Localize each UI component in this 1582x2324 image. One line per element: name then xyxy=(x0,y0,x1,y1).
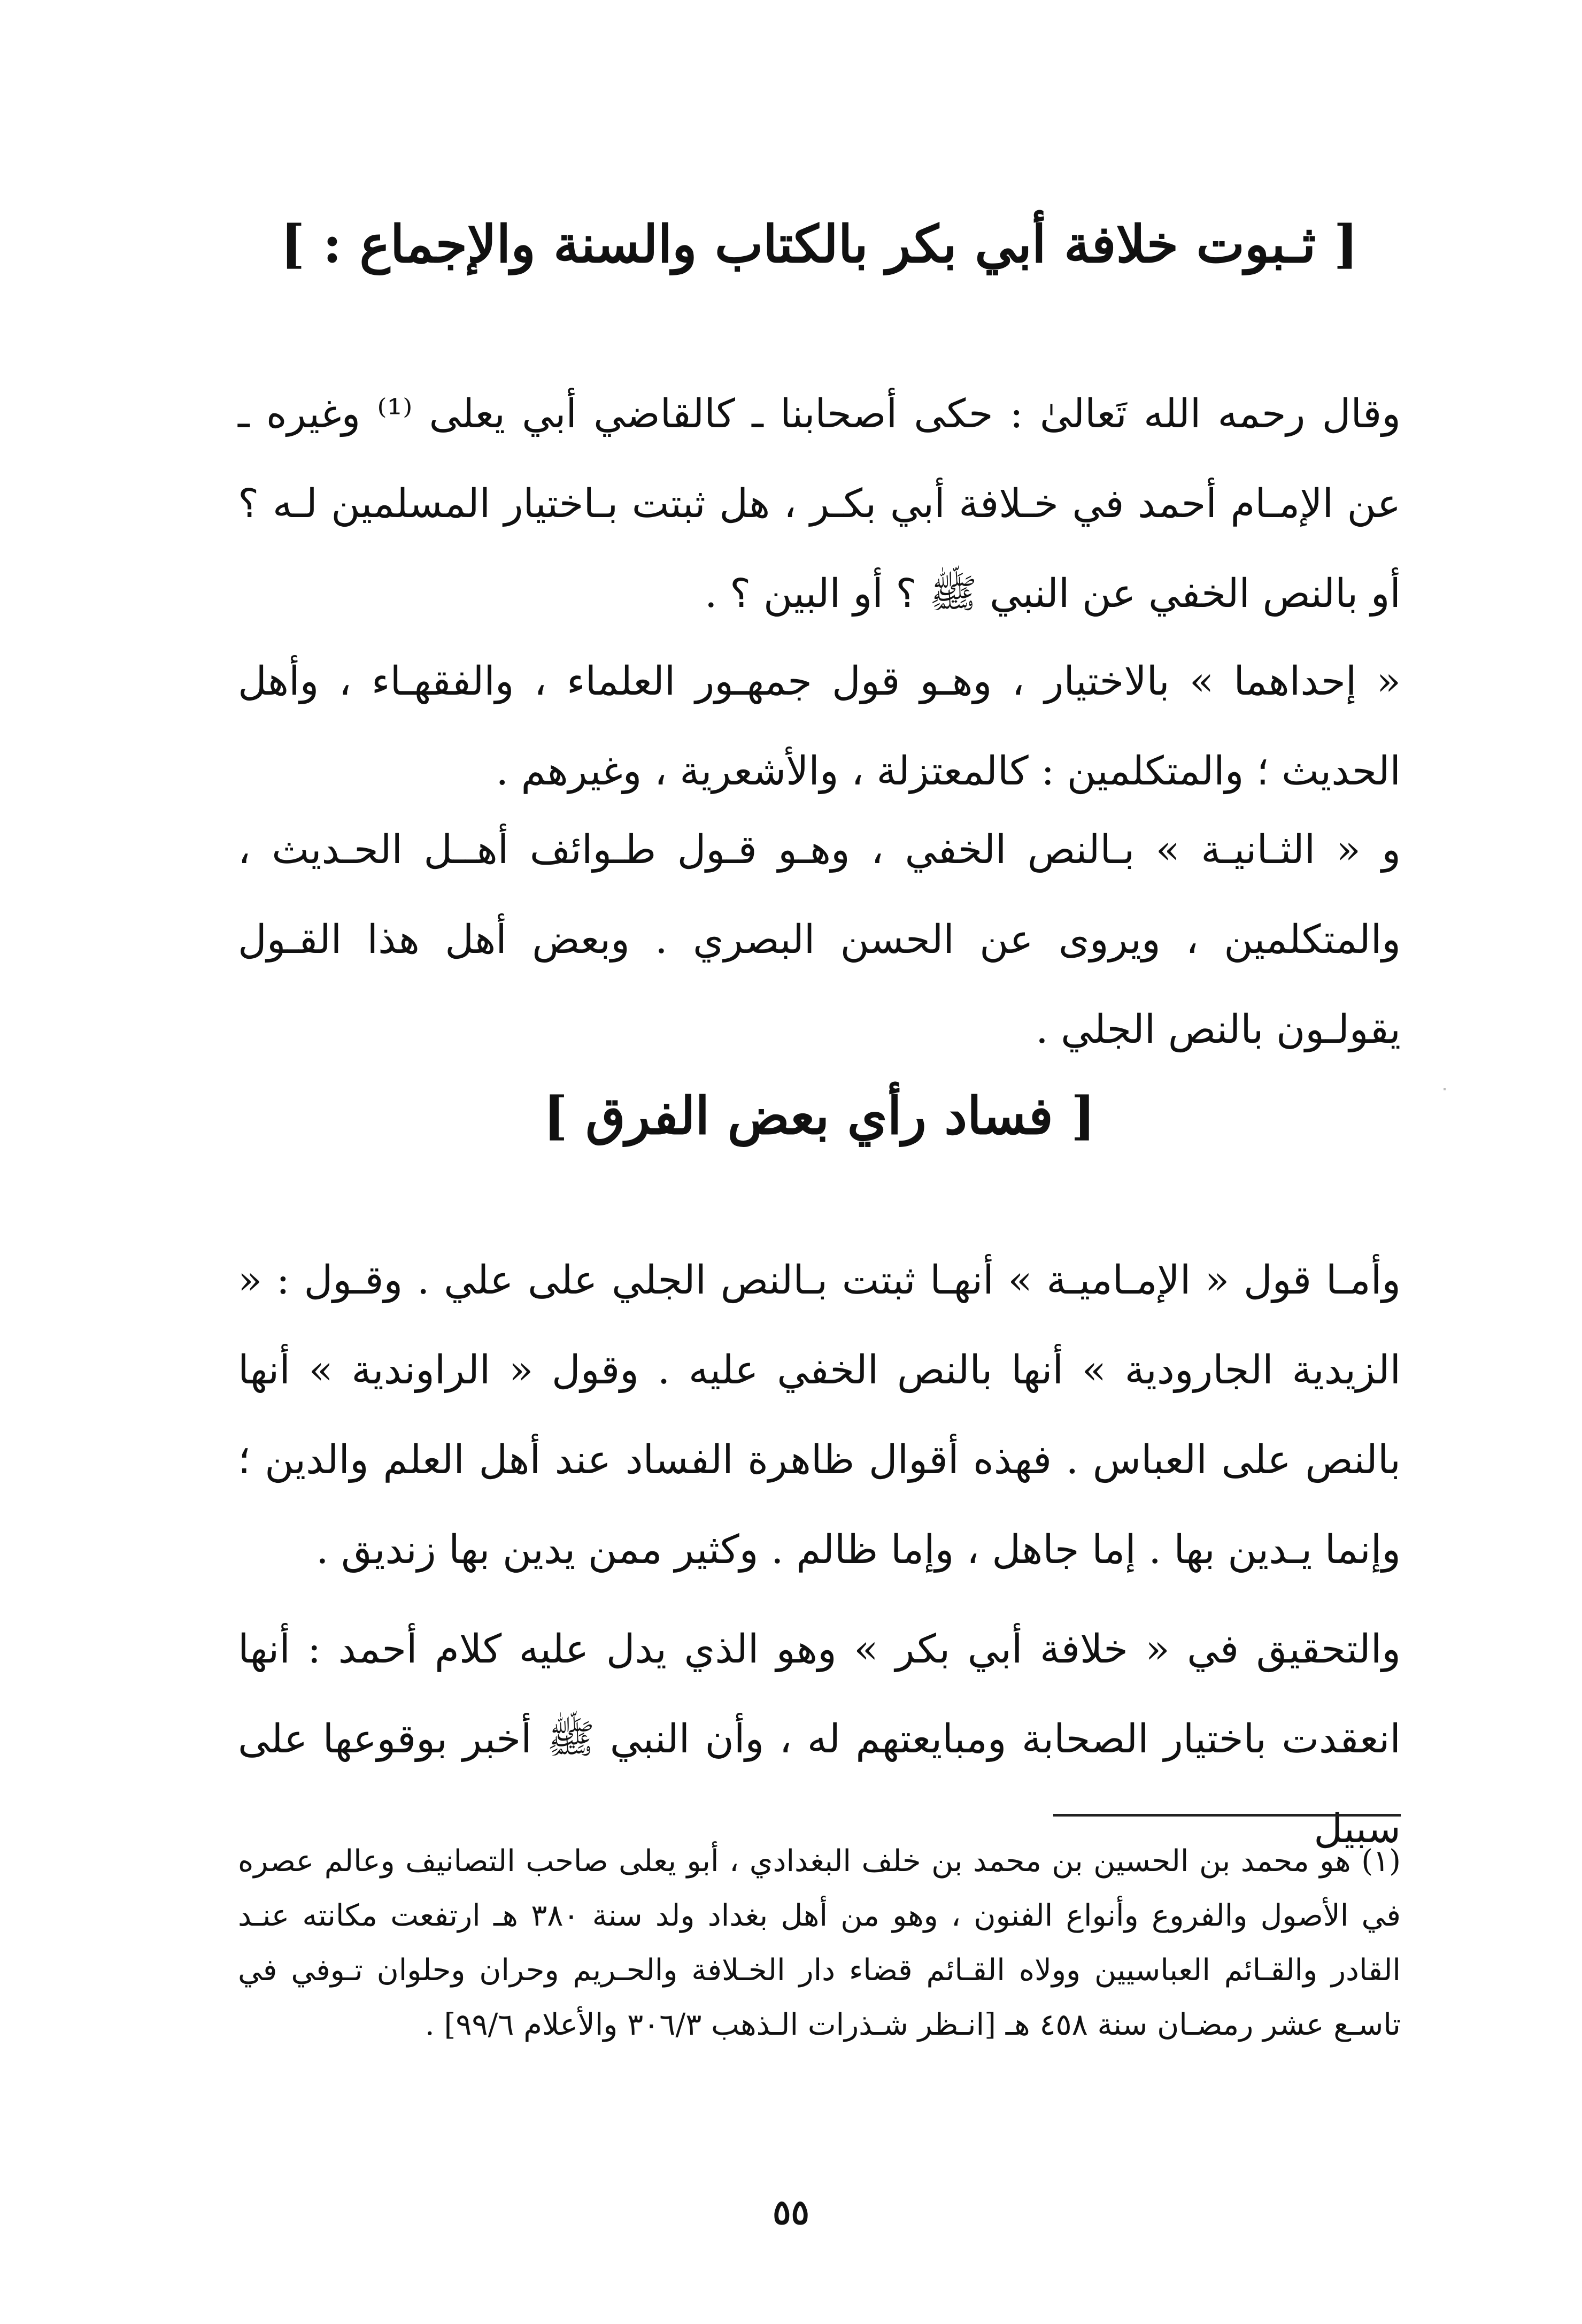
footnote-separator xyxy=(1053,1814,1401,1817)
paragraph-4: وأمـا قول « الإمـاميـة » أنهـا ثبتت بـالنص الجلي على علي . وقـول : « الزيدية الجارودية » أنها بالنص الخفي عليه . وقول « الراوندية » أنها بالنص على العباس . فهذه أقوال ظاهرة الفساد عند أهل العلم والدين ؛ وإنما يـدين بها . إما جاهل ، وإما ظالم . وكثير ممن يدين بها زنديق . xyxy=(238,1257,1401,1573)
body-block-5 xyxy=(238,1604,1401,1874)
section-heading-2: [ فساد رأي بعض الفرق ] xyxy=(543,1086,1095,1146)
margin-mark xyxy=(1444,1088,1446,1090)
paragraph-1: وقال رحمه الله تَعالىٰ : حكى أصحابنا ـ كالقاضي أبي يعلى ⁽¹⁾ وغيره ـ عن الإمـام أحمد في خـلافة أبي بكـر ، هل ثبتت بـاختيار المسلمين لـه ؟ أو بالنص الخفي عن النبي ﷺ ؟ أو البين ؟ . xyxy=(238,391,1401,617)
section-heading-1: [ ثـبوت خلافة أبي بكر بالكتاب والسنة والإجماع : ] xyxy=(280,214,1359,274)
paragraph-2: « إحداهما » بالاختيار ، وهـو قول جمهـور العلماء ، والفقهـاء ، وأهل الحديث ؛ والمتكلمين : كالمعتزلة ، والأشعرية ، وغيرهم . xyxy=(238,658,1401,794)
body-block-1 xyxy=(238,369,1401,638)
paragraph-5: والتحقيق في « خلافة أبي بكر » وهو الذي يدل عليه كلام أحمد : أنها انعقدت باختيار الصحابة ومبايعتهم له ، وأن النبي ﷺ أخبر بوقوعها على سبيل xyxy=(238,1626,1401,1852)
body-block-2 xyxy=(238,636,1401,816)
footnote: (١) هو محمد بن الحسين بن محمد بن خلف البغدادي ، أبو يعلى صاحب التصانيف وعالم عصره في الأصول والفروع وأنواع الفنون ، وهو من أهل بغداد ولد سنة ٣٨٠ هـ ارتفعت مكانته عنـد القادر والقـائم العباسيين وولاه القـائم قضاء دار الخـلافة والحـريم وحران وحلوان تـوفي في تاسـع عشر رمضـان سنة ٤٥٨ هـ [انـظر شـذرات الـذهب ٣٠٦/٣ والأعلام ٩٩/٦] . xyxy=(238,1844,1401,2042)
body-block-3 xyxy=(238,805,1401,1074)
body-block-4 xyxy=(238,1235,1401,1595)
paragraph-3: و « الثـانيـة » بـالنص الخفي ، وهـو قـول طـوائف أهــل الحـديث ، والمتكلمين ، ويروى عن الحسن البصري . وبعض أهل هذا القـول يقولـون بالنص الجلي . xyxy=(238,827,1401,1052)
page-number: ٥٥ xyxy=(773,2192,809,2233)
